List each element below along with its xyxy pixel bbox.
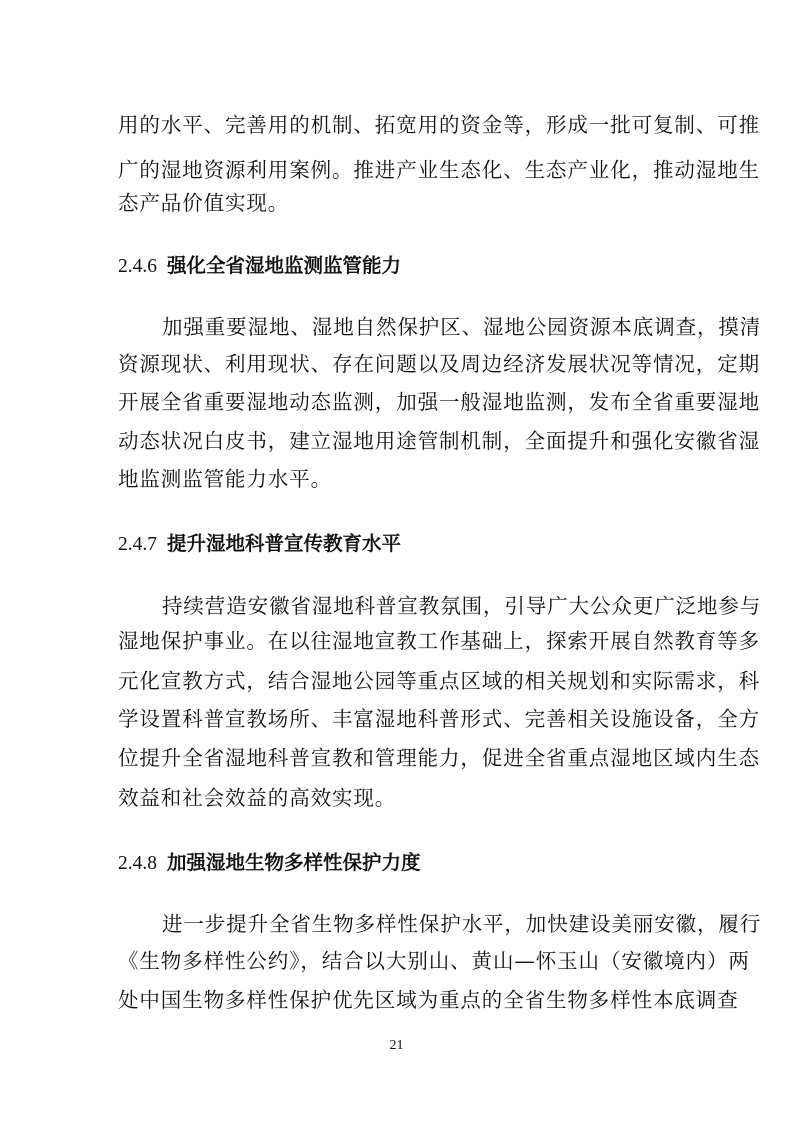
- section-number: 2.4.7: [118, 534, 157, 555]
- page-number: 21: [389, 1038, 404, 1053]
- body-text-line: 效益和社会效益的高效实现。: [118, 786, 397, 810]
- body-text-line: 处中国生物多样性保护优先区域为重点的全省生物多样性本底调查: [118, 988, 739, 1012]
- body-text-line: 加强重要湿地、湿地自然保护区、湿地公园资源本底调查，摸清: [162, 315, 762, 339]
- section-number: 2.4.8: [118, 853, 157, 874]
- body-text-line: 湿地保护事业。在以往湿地宣教工作基础上，探索开展自然教育等多: [118, 629, 760, 653]
- section-heading: [118, 532, 401, 557]
- body-text-line: 动态状况白皮书，建立湿地用途管制机制，全面提升和强化安徽省湿: [118, 429, 760, 453]
- body-text-line: 学设置科普宣教场所、丰富湿地科普形式、完善相关设施设备，全方: [118, 707, 760, 731]
- section-heading: [118, 254, 401, 279]
- body-text-line: 进一步提升全省生物多样性保护水平，加快建设美丽安徽，履行: [162, 912, 762, 936]
- section-title: 强化全省湿地监测监管能力: [167, 254, 402, 277]
- body-text-line: 位提升全省湿地科普宣教和管理能力，促进全省重点湿地区域内生态: [118, 746, 760, 770]
- section-number: 2.4.6: [118, 256, 157, 277]
- body-text-line: 地监测监管能力水平。: [118, 467, 332, 491]
- body-text-line: 《生物多样性公约》，结合以大别山、黄山—怀玉山（安徽境内）两: [118, 949, 750, 973]
- body-text-line: 持续营造安徽省湿地科普宣教氛围，引导广大公众更广泛地参与: [162, 594, 762, 618]
- body-text-line: 态产品价值实现。: [118, 191, 290, 215]
- section-heading: [118, 851, 421, 876]
- section-title: 加强湿地生物多样性保护力度: [167, 851, 421, 874]
- body-text-line: 元化宣教方式，结合湿地公园等重点区域的相关规划和实际需求，科: [118, 669, 760, 693]
- section-title: 提升湿地科普宣传教育水平: [167, 532, 402, 555]
- body-text-line: 用的水平、完善用的机制、拓宽用的资金等，形成一批可复制、可推: [118, 113, 760, 137]
- body-text-line: 开展全省重要湿地动态监测，加强一般湿地监测，发布全省重要湿地: [118, 390, 760, 414]
- body-text-line: 广的湿地资源利用案例。推进产业生态化、生态产业化，推动湿地生: [118, 158, 760, 182]
- body-text-line: 资源现状、利用现状、存在问题以及周边经济发展状况等情况，定期: [118, 352, 760, 376]
